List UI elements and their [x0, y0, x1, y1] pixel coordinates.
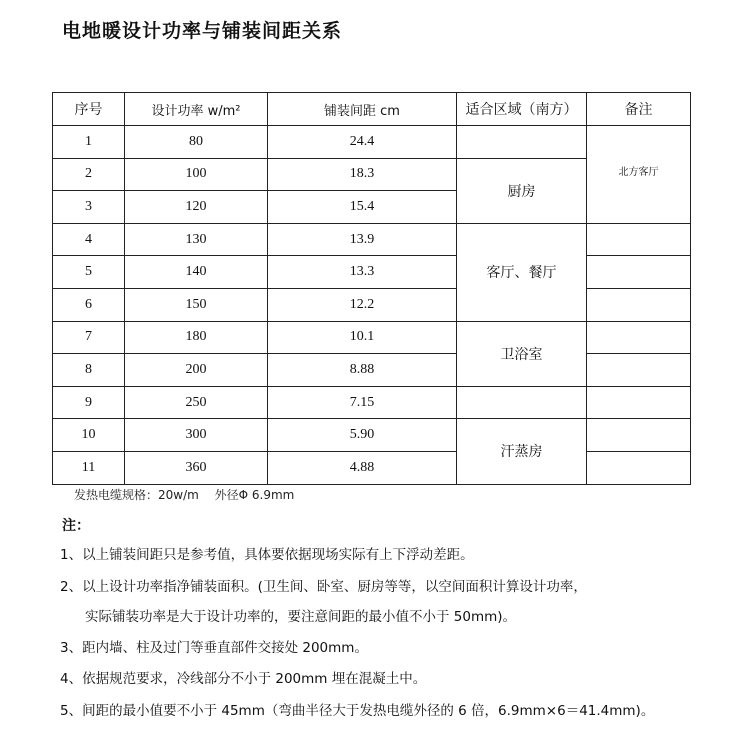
- cell-region-empty: [457, 126, 587, 159]
- header-index: 序号: [53, 93, 125, 126]
- cell-index: 5: [53, 256, 125, 289]
- note-3: 3、距内墙、柱及过门等垂直部件交接处 200mm。: [60, 640, 368, 656]
- cell-spacing: 15.4: [268, 191, 457, 224]
- cell-remark-empty: [587, 451, 691, 484]
- cell-index: 9: [53, 386, 125, 419]
- cell-power: 300: [125, 419, 268, 452]
- cell-remark-empty: [587, 256, 691, 289]
- note-2b: 实际铺装功率是大于设计功率的，要注意间距的最小值不小于 50mm)。: [85, 609, 517, 625]
- cell-remark-empty: [587, 288, 691, 321]
- cell-remark-empty: [587, 354, 691, 387]
- table-row: [53, 354, 691, 387]
- cell-region-sauna: 汗蒸房: [457, 419, 587, 484]
- cell-spacing: 13.9: [268, 223, 457, 256]
- header-remark: 备注: [587, 93, 691, 126]
- cell-remark-empty: [587, 419, 691, 452]
- cell-remark-empty: [587, 386, 691, 419]
- cell-region-bathroom: 卫浴室: [457, 321, 587, 386]
- cell-power: 120: [125, 191, 268, 224]
- header-region: 适合区域（南方）: [457, 93, 587, 126]
- cell-power: 180: [125, 321, 268, 354]
- table-row: [53, 126, 691, 159]
- notes-heading: 注：: [62, 518, 90, 534]
- table-row: [53, 451, 691, 484]
- cell-index: 3: [53, 191, 125, 224]
- table-row: [53, 419, 691, 452]
- cell-spacing: 7.15: [268, 386, 457, 419]
- cell-index: 1: [53, 126, 125, 159]
- cell-index: 7: [53, 321, 125, 354]
- cell-remark-empty: [587, 223, 691, 256]
- cell-index: 6: [53, 288, 125, 321]
- note-4: 4、依据规范要求，冷线部分不小于 200mm 埋在混凝土中。: [60, 671, 427, 687]
- cell-index: 2: [53, 158, 125, 191]
- cell-region-living-dining: 客厅、餐厅: [457, 223, 587, 321]
- header-power: 设计功率 w/m²: [125, 93, 268, 126]
- cell-power: 200: [125, 354, 268, 387]
- table-row: [53, 321, 691, 354]
- cell-remark-north-living: 北方客厅: [587, 126, 691, 224]
- cell-spacing: 18.3: [268, 158, 457, 191]
- cell-spacing: 24.4: [268, 126, 457, 159]
- cell-power: 150: [125, 288, 268, 321]
- cell-spacing: 13.3: [268, 256, 457, 289]
- cell-spacing: 10.1: [268, 321, 457, 354]
- table-row: [53, 288, 691, 321]
- cell-power: 140: [125, 256, 268, 289]
- note-2a: 2、以上设计功率指净铺装面积。(卫生间、卧室、厨房等等，以空间面积计算设计功率，: [60, 579, 587, 595]
- note-1: 1、以上铺装间距只是参考值，具体要依据现场实际有上下浮动差距。: [60, 547, 474, 563]
- cell-power: 360: [125, 451, 268, 484]
- header-spacing: 铺装间距 cm: [268, 93, 457, 126]
- cell-index: 8: [53, 354, 125, 387]
- cell-region-empty: [457, 386, 587, 419]
- cell-index: 11: [53, 451, 125, 484]
- cell-index: 10: [53, 419, 125, 452]
- cell-region-kitchen: 厨房: [457, 158, 587, 223]
- cell-remark-empty: [587, 321, 691, 354]
- power-spacing-table: [52, 92, 691, 485]
- cell-power: 250: [125, 386, 268, 419]
- note-5: 5、间距的最小值要不小于 45mm（弯曲半径大于发热电缆外径的 6 倍，6.9mm×6＝41.4mm)。: [60, 703, 655, 719]
- page-title: 电地暖设计功率与铺装间距关系: [62, 20, 343, 42]
- table-row: [53, 386, 691, 419]
- cell-spacing: 12.2: [268, 288, 457, 321]
- cell-index: 4: [53, 223, 125, 256]
- cell-spacing: 5.90: [268, 419, 457, 452]
- cell-spacing: 8.88: [268, 354, 457, 387]
- table-header-row: [53, 93, 691, 126]
- cell-power: 80: [125, 126, 268, 159]
- cell-power: 130: [125, 223, 268, 256]
- cable-spec: 发热电缆规格：20w/m 外径Φ 6.9mm: [74, 488, 295, 502]
- table-row: [53, 223, 691, 256]
- cell-spacing: 4.88: [268, 451, 457, 484]
- table-row: [53, 256, 691, 289]
- cell-power: 100: [125, 158, 268, 191]
